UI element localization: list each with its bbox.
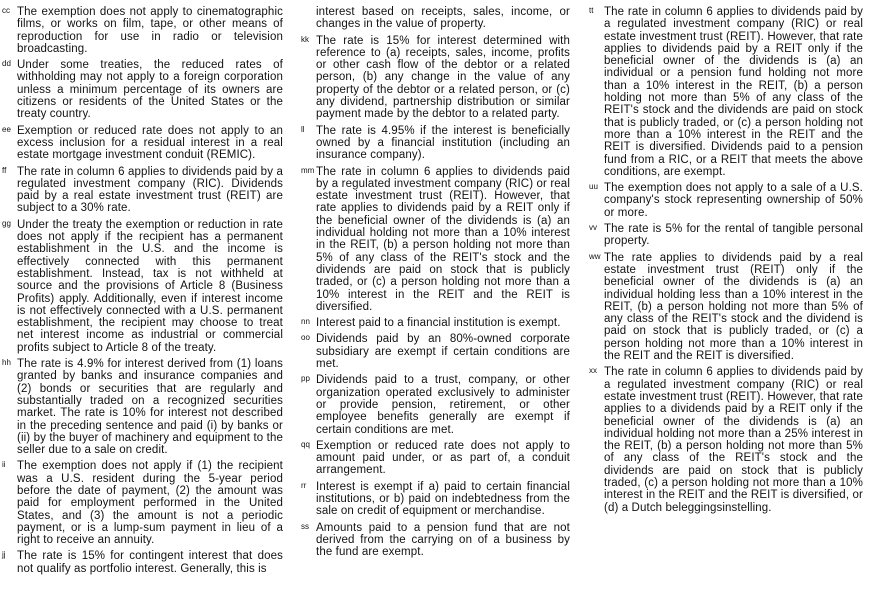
footnote-marker: cc — [2, 6, 10, 15]
footnote-ll — [301, 125, 570, 162]
footnote-pp — [301, 374, 570, 435]
footnote-text: The rate is 4.9% for interest derived from (1) loans granted by banks and insurance companies and (2) bonds or securities that are regularly and substantially traded on a recognized securities market. The rate is 10% for interest not described in the preceding sentence and paid (i) by banks or (ii) by the buyer of machinery and equipment to the seller due to a sale on credit. — [17, 358, 283, 457]
footnote-marker: xx — [589, 366, 597, 376]
footnote-ff — [2, 166, 283, 215]
footnote-marker: ii — [2, 460, 6, 470]
footnote-text: Exemption or reduced rate does not apply to an excess inclusion for a residual interest in a real estate mortgage investment conduit (REMIC). — [17, 124, 283, 162]
footnote-marker: rr — [301, 480, 307, 490]
footnote-column-3 — [589, 6, 863, 591]
footnote-text: The rate is 4.95% if the interest is beneficially owned by a financial institution (including an insurance company). — [316, 124, 570, 162]
footnote-marker: gg — [2, 218, 11, 228]
footnote-uu — [589, 182, 863, 219]
footnote-column-1 — [2, 6, 283, 591]
footnote-tt — [589, 6, 863, 178]
footnote-marker: ww — [589, 251, 601, 261]
footnote-column-2 — [301, 6, 570, 591]
footnote-text: The rate applies to dividends paid by a real estate investment trust (REIT) only if the beneficial owner of the dividends is (a) an individual holding less than a 10% interest in the REIT, (b) a person holding not more than 5% of any class of the REIT's stock and the dividend is paid on stock that is publicly traded, or (c) a person holding not more than a 10% interest in the REIT and the REIT is diversified. — [604, 251, 863, 363]
footnote-marker: mm — [301, 165, 315, 175]
footnote-text: Dividends paid to a trust, company, or other organization operated exclusively to administer or provide pension, retirement, or other employee benefits generally are exempt if certain conditions are met. — [316, 374, 570, 436]
footnote-marker: uu — [589, 182, 598, 192]
footnote-ww — [589, 252, 863, 363]
footnote-text: The rate in column 6 applies to dividends paid by a regulated investment company (RIC) or real estate investment trust (REIT). However, that rate applies to a dividends paid by a REIT only if the beneficial owner of the dividends is (a) an individual holding not more than a 25% interest in the REIT, (b) a person holding not more than 5% of any class of the REIT's stock and the dividends are paid on stock that is publicly traded, (c) a person holding not more than a 10% interest in the REIT and the REIT is diversified, or (d) a Dutch beleggingsinstelling. — [604, 366, 863, 514]
footnote-xx — [589, 366, 863, 514]
footnote-text: The rate in column 6 applies to dividends paid by a regulated investment company (RIC) or real estate investment trust (REIT). However, that rate applies to dividends paid by a REIT only if the beneficial owner of the dividends is (a) an individual or a pension fund holding not more than a 10% interest in the REIT, (b) a person holding not more than 5% of any class of the REIT's stock and the dividends are paid on stock that is publicly traded, or (c) a person holding not more than a 10% interest in the REIT and the REIT is diversified. Dividends paid to a pension fund from a RIC, or a REIT that meets the above conditions, are exempt. — [604, 6, 863, 178]
footnote-marker: nn — [301, 317, 310, 327]
footnote-text: interest based on receipts, sales, income, or changes in the value of property. — [316, 6, 570, 31]
footnote-marker: ss — [301, 521, 309, 531]
footnote-marker: tt — [589, 6, 594, 15]
footnote-ss — [301, 522, 570, 559]
footnote-text: The exemption does not apply to cinematographic films, or works on film, tape, or other means of reproduction for use in radio or television broadcasting. — [17, 6, 283, 55]
footnote-text: The rate in column 6 applies to dividends paid by a regulated investment company (RIC) or real estate investment trust (REIT). However, that rate applies to dividends paid by a REIT only if the beneficial owner of the dividends is (a) an individual holding not more than a 10% interest in the REIT, (b) a person holding not more than 5% of any class of the REIT's stock and the dividends are paid on stock that is publicly traded, or (c) a person holding not more than a 10% interest in the REIT and the REIT is diversified. — [316, 165, 570, 313]
footnote-text: Under the treaty the exemption or reduction in rate does not apply if the recipient has a permanent establishment in the U.S. and the income is effectively connected with this permanent establishment. Instead, tax is not withheld at source and the provisions of Article 8 (Business Profits) apply. Additionally, even if interest income is not effectively connected with a U.S. permanent establishment, the recipient may choose to treat net interest income as industrial or commercial profits subject to Article 8 of the treaty. — [17, 218, 283, 354]
footnote-hh — [2, 358, 283, 456]
footnote-marker: ff — [2, 165, 7, 175]
footnote-oo — [301, 333, 570, 370]
footnote-rr — [301, 481, 570, 518]
footnote-text: The exemption does not apply if (1) the recipient was a U.S. resident during the 5-year period before the date of payment, (2) the amount was paid for employment performed in the United States, and (3) the amount is not a periodic payment, or is a lump-sum payment in lieu of a right to receive an annuity. — [17, 460, 283, 547]
footnote-text: The exemption does not apply to a sale of a U.S. company's stock representing ownership of 50% or more. — [604, 182, 863, 219]
footnote-marker: pp — [301, 374, 310, 384]
footnote-text: The rate is 15% for contingent interest that does not qualify as portfolio interest. Generally, this is — [17, 550, 283, 575]
footnote-jj — [2, 550, 283, 575]
footnote-text: Dividends paid by an 80%-owned corporate subsidiary are exempt if certain conditions are met. — [316, 333, 570, 371]
footnote-ii — [2, 460, 283, 546]
footnote-ee — [2, 125, 283, 162]
footnote-text: The rate in column 6 applies to dividends paid by a regulated investment company (RIC). Dividends paid by a real estate investment trust (REIT) are subject to a 30% rate. — [17, 165, 283, 215]
footnote-qq — [301, 440, 570, 477]
footnote-gg — [2, 219, 283, 354]
footnote-nn — [301, 317, 570, 329]
footnote-kk — [301, 35, 570, 121]
footnote-text: Amounts paid to a pension fund that are not derived from the carrying on of a business by the fund are exempt. — [316, 521, 570, 559]
footnote-marker: oo — [301, 333, 310, 343]
footnote-dd — [2, 59, 283, 120]
footnote-text: The rate is 15% for interest determined with reference to (a) receipts, sales, income, profits or other cash flow of the debtor or a related person, (b) any change in the value of any property of the debtor or a related person, or (c) any dividend, partnership distribution or similar payment made by the debtor to a related party. — [316, 34, 570, 121]
footnote-continuation — [301, 6, 570, 31]
footnote-vv — [589, 223, 863, 248]
footnote-text: The rate is 5% for the rental of tangible personal property. — [604, 223, 863, 248]
footnote-marker: qq — [301, 439, 310, 449]
footnote-marker: vv — [589, 223, 597, 233]
footnote-mm — [301, 166, 570, 314]
footnote-marker: dd — [2, 59, 11, 69]
footnote-marker: jj — [2, 550, 6, 560]
footnote-marker: hh — [2, 358, 11, 368]
footnote-marker: ee — [2, 124, 11, 134]
footnote-text: Under some treaties, the reduced rates of withholding may not apply to a foreign corporation unless a minimum percentage of its owners are citizens or residents of the United States or the treaty country. — [17, 59, 283, 121]
footnote-text: Interest is exempt if a) paid to certain financial institutions, or b) paid on indebtedness from the sale on credit of equipment or merchandise. — [316, 480, 570, 518]
footnote-marker: ll — [301, 124, 305, 134]
footnote-text: Interest paid to a financial institution is exempt. — [316, 317, 561, 330]
footnote-marker: kk — [301, 34, 309, 44]
footnote-cc — [2, 6, 283, 55]
footnote-text: Exemption or reduced rate does not apply to amount paid under, or as part of, a conduit arrangement. — [316, 439, 570, 477]
